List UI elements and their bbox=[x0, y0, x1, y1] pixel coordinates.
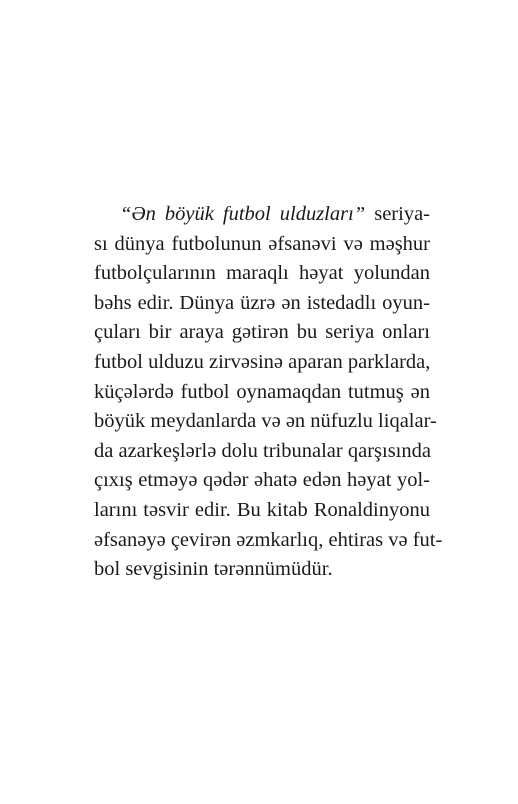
paragraph-line: böyük meydanlarda və ən nüfuzlu liqalar- bbox=[94, 410, 437, 433]
paragraph-line: futbolçularının maraqlı həyat yolundan bbox=[94, 262, 430, 285]
paragraph-line: əfsanəyə çevirən əzmkarlıq, ehtiras və fut- bbox=[94, 528, 443, 551]
paragraph-line: futbol ulduzu zirvəsinə aparan parklarda, bbox=[94, 350, 431, 373]
paragraph-line: da azarkeşlərlə dolu tribunalar qarşısında bbox=[94, 439, 431, 462]
series-title-italic: “Ən böyük futbol ulduzları” bbox=[120, 203, 366, 225]
paragraph-line: sı dünya futbolunun əfsanəvi və məşhur bbox=[94, 232, 430, 255]
paragraph-line: bol sevgisinin tərənnümüdür. bbox=[94, 558, 333, 581]
paragraph-line: küçələrdə futbol oynamaqdan tutmuş ən bbox=[94, 380, 430, 403]
paragraph-line: bəhs edir. Dünya üzrə ən istedadlı oyun- bbox=[94, 291, 430, 314]
series-description-paragraph bbox=[94, 200, 443, 585]
paragraph-line bbox=[94, 200, 430, 230]
paragraph-line-text: seriya- bbox=[365, 203, 431, 225]
paragraph-line: çuları bir araya gətirən bu seriya onları bbox=[94, 321, 430, 344]
paragraph-line: larını təsvir edir. Bu kitab Ronaldinyonu bbox=[94, 498, 430, 521]
paragraph-line: çıxış etməyə qədər əhatə edən həyat yol- bbox=[94, 469, 430, 492]
